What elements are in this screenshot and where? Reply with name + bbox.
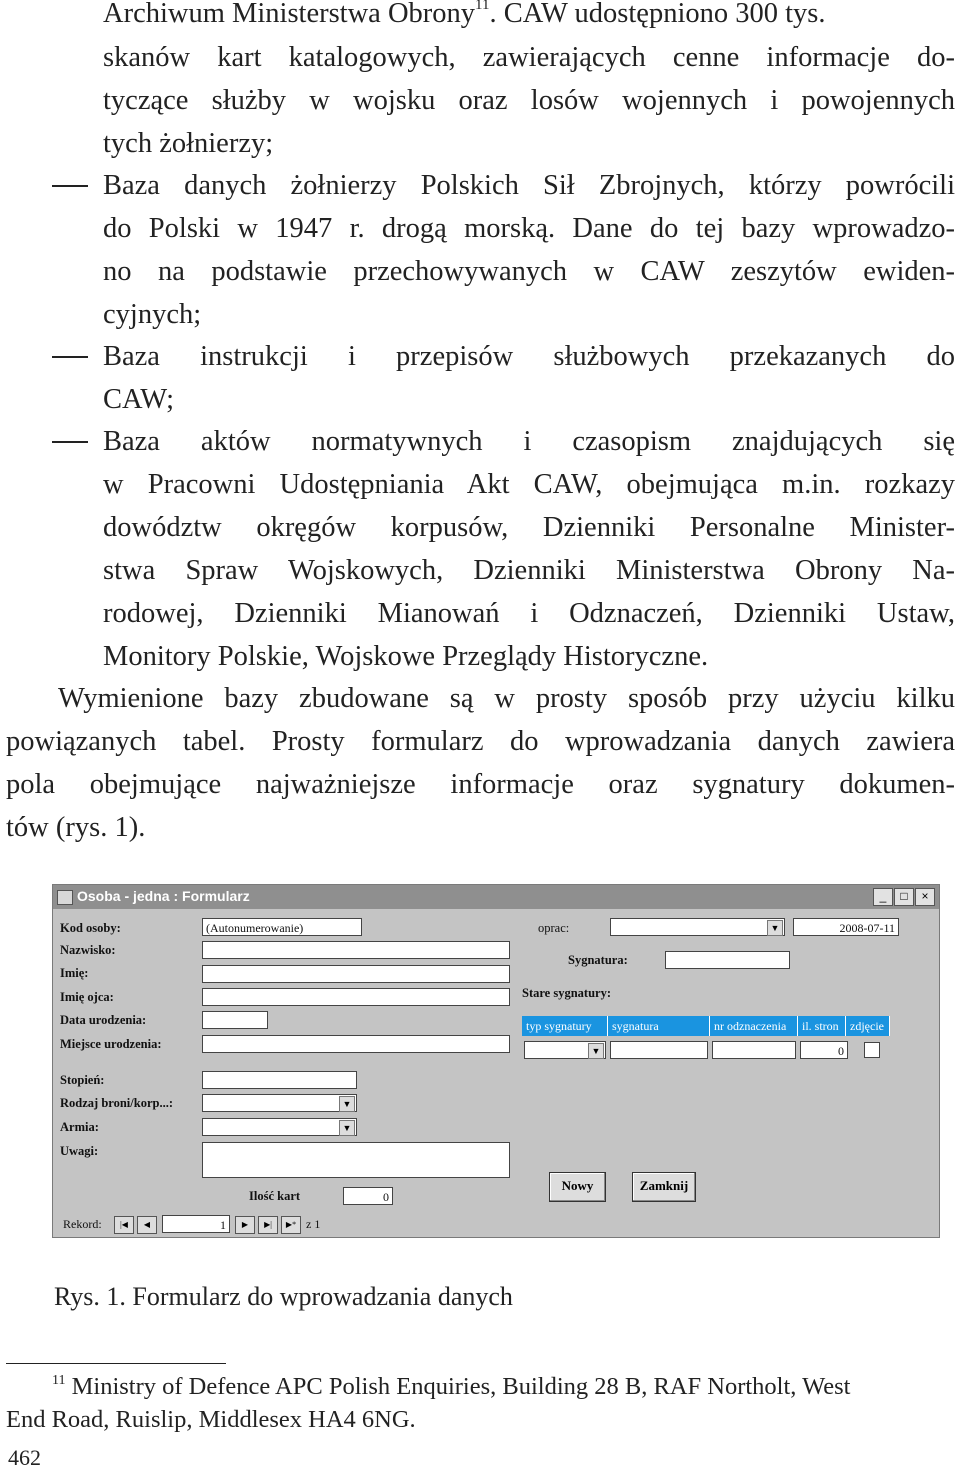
page-number: 462: [8, 1445, 41, 1470]
column-header-zdjecie[interactable]: zdjęcie: [846, 1016, 890, 1036]
window-titlebar[interactable]: [53, 885, 939, 909]
body-line-13: dowództw okręgów korpusów, Dzienniki Personalne Minister-: [103, 512, 955, 543]
footnote-divider: [6, 1363, 226, 1364]
label-uwagi: Uwagi:: [60, 1144, 99, 1158]
label-imie-ojca: Imię ojca:: [60, 990, 114, 1004]
body-line-3: tyczące służby w wojsku oraz losów wojennych i powojennych: [103, 85, 955, 116]
armia-select[interactable]: [202, 1118, 357, 1136]
label-armia: Armia:: [60, 1120, 99, 1134]
chevron-down-icon[interactable]: ▼: [767, 920, 783, 936]
list-bullet-dash: [52, 356, 88, 358]
body-line-4: tych żołnierzy;: [103, 128, 274, 159]
maximize-button[interactable]: □: [894, 888, 914, 906]
il-stron-cell[interactable]: 0: [800, 1041, 848, 1059]
body-line-7: no na podstawie przechowywanych w CAW zeszytów ewiden-: [103, 256, 955, 287]
nazwisko-field[interactable]: [202, 941, 510, 959]
uwagi-field[interactable]: [202, 1142, 510, 1178]
ilosc-kart-field[interactable]: 0: [343, 1187, 393, 1205]
footnote-number: 11: [52, 1373, 66, 1388]
record-count: z 1: [306, 1217, 321, 1231]
column-header-typ-sygnatury[interactable]: typ sygnatury: [522, 1016, 608, 1036]
minimize-button[interactable]: _: [873, 888, 893, 906]
list-bullet-dash: [52, 441, 88, 443]
data-urodzenia-field[interactable]: [202, 1011, 268, 1029]
zdjecie-checkbox[interactable]: [864, 1042, 880, 1058]
miejsce-urodzenia-field[interactable]: [202, 1035, 510, 1053]
body-line-9: Baza instrukcji i przepisów służbowych przekazanych do: [103, 341, 955, 372]
body-line-11: Baza aktów normatywnych i czasopism znajdujących się: [103, 426, 955, 457]
label-rodzaj-broni: Rodzaj broni/korp...:: [60, 1096, 173, 1110]
footnote-line-2: End Road, Ruislip, Middlesex HA4 6NG.: [6, 1406, 416, 1433]
stopien-field[interactable]: [202, 1071, 357, 1089]
imie-field[interactable]: [202, 965, 510, 983]
body-line-20: tów (rys. 1).: [6, 812, 146, 843]
rodzaj-broni-select[interactable]: [202, 1094, 357, 1112]
body-line-12: w Pracowni Udostępniania Akt CAW, obejmująca m.in. rozkazy: [103, 469, 955, 500]
body-line-15: rodowej, Dzienniki Mianowań i Odznaczeń, Dzienniki Ustaw,: [103, 598, 955, 629]
kod-osoby-field[interactable]: (Autonumerowanie): [202, 918, 362, 936]
body-line-6: do Polski w 1947 r. drogą morską. Dane do tej bazy wprowadzo-: [103, 213, 955, 244]
label-stare-sygnatury: Stare sygnatury:: [522, 986, 612, 1000]
label-kod-osoby: Kod osoby:: [60, 921, 121, 935]
prev-icon[interactable]: ◀: [137, 1216, 157, 1234]
close-button[interactable]: ×: [915, 888, 935, 906]
sygnatura-cell[interactable]: [610, 1041, 708, 1059]
imie-ojca-field[interactable]: [202, 988, 510, 1006]
body-line-2: skanów kart katalogowych, zawierających cenne informacje do-: [103, 42, 955, 73]
date-field[interactable]: 2008-07-11: [793, 918, 899, 936]
footnote-ref: 11: [475, 0, 490, 13]
window-title: Osoba - jedna : Formularz: [77, 888, 250, 904]
oprac-select[interactable]: [610, 918, 785, 936]
form-icon: [57, 890, 73, 905]
label-imie: Imię:: [60, 966, 89, 980]
body-line-19: pola obejmujące najważniejsze informacje oraz sygnatury dokumen-: [6, 769, 955, 800]
chevron-down-icon[interactable]: ▼: [339, 1120, 355, 1136]
body-line-5: Baza danych żołnierzy Polskich Sił Zbrojnych, którzy powrócili: [103, 170, 955, 201]
sygnatura-field[interactable]: [665, 951, 790, 969]
label-miejsce-urodzenia: Miejsce urodzenia:: [60, 1037, 162, 1051]
body-line-16: Monitory Polskie, Wojskowe Przeglądy Historyczne.: [103, 641, 709, 672]
first-icon[interactable]: |◀: [114, 1216, 134, 1234]
body-line-14: stwa Spraw Wojskowych, Dzienniki Ministerstwa Obrony Na-: [103, 555, 955, 586]
new-record-icon[interactable]: ▶*: [281, 1216, 301, 1234]
label-rekord: Rekord:: [63, 1217, 102, 1231]
label-sygnatura: Sygnatura:: [568, 953, 628, 967]
chevron-down-icon[interactable]: ▼: [339, 1096, 355, 1112]
zamknij-button[interactable]: Zamknij: [632, 1172, 696, 1202]
body-line-10: CAW;: [103, 384, 175, 415]
label-stopien: Stopień:: [60, 1073, 105, 1087]
next-icon[interactable]: ▶: [235, 1216, 255, 1234]
nr-odznaczenia-cell[interactable]: [712, 1041, 796, 1059]
list-bullet-dash: [52, 185, 88, 187]
body-line-1: Archiwum Ministerstwa Obrony$^{11}$. CAW udostępniono 300 tys.: [103, 0, 826, 35]
body-line-18: powiązanych tabel. Prosty formularz do wprowadzania danych zawiera: [6, 726, 955, 757]
record-number-field[interactable]: 1: [162, 1215, 230, 1233]
label-nazwisko: Nazwisko:: [60, 943, 116, 957]
label-data-urodzenia: Data urodzenia:: [60, 1013, 147, 1027]
label-oprac: oprac:: [538, 921, 570, 935]
column-header-il-stron[interactable]: il. stron: [798, 1016, 846, 1036]
footnote-line-1: $^{11}$ Ministry of Defence APC Polish Enquiries, Building 28 B, RAF Northolt, West: [52, 1373, 851, 1400]
figure-caption: Rys. 1. Formularz do wprowadzania danych: [54, 1282, 513, 1311]
nowy-button[interactable]: Nowy: [549, 1172, 606, 1202]
label-ilosc-kart: Ilość kart: [249, 1189, 301, 1203]
form-window: [52, 884, 940, 1238]
typ-sygnatury-select[interactable]: [524, 1041, 606, 1059]
body-line-8: cyjnych;: [103, 299, 202, 330]
last-icon[interactable]: ▶|: [258, 1216, 278, 1234]
chevron-down-icon[interactable]: ▼: [588, 1043, 604, 1059]
column-header-nr-odznaczenia[interactable]: nr odznaczenia: [710, 1016, 798, 1036]
column-header-sygnatura[interactable]: sygnatura: [608, 1016, 710, 1036]
body-line-17: Wymienione bazy zbudowane są w prosty sposób przy użyciu kilku: [58, 683, 955, 714]
